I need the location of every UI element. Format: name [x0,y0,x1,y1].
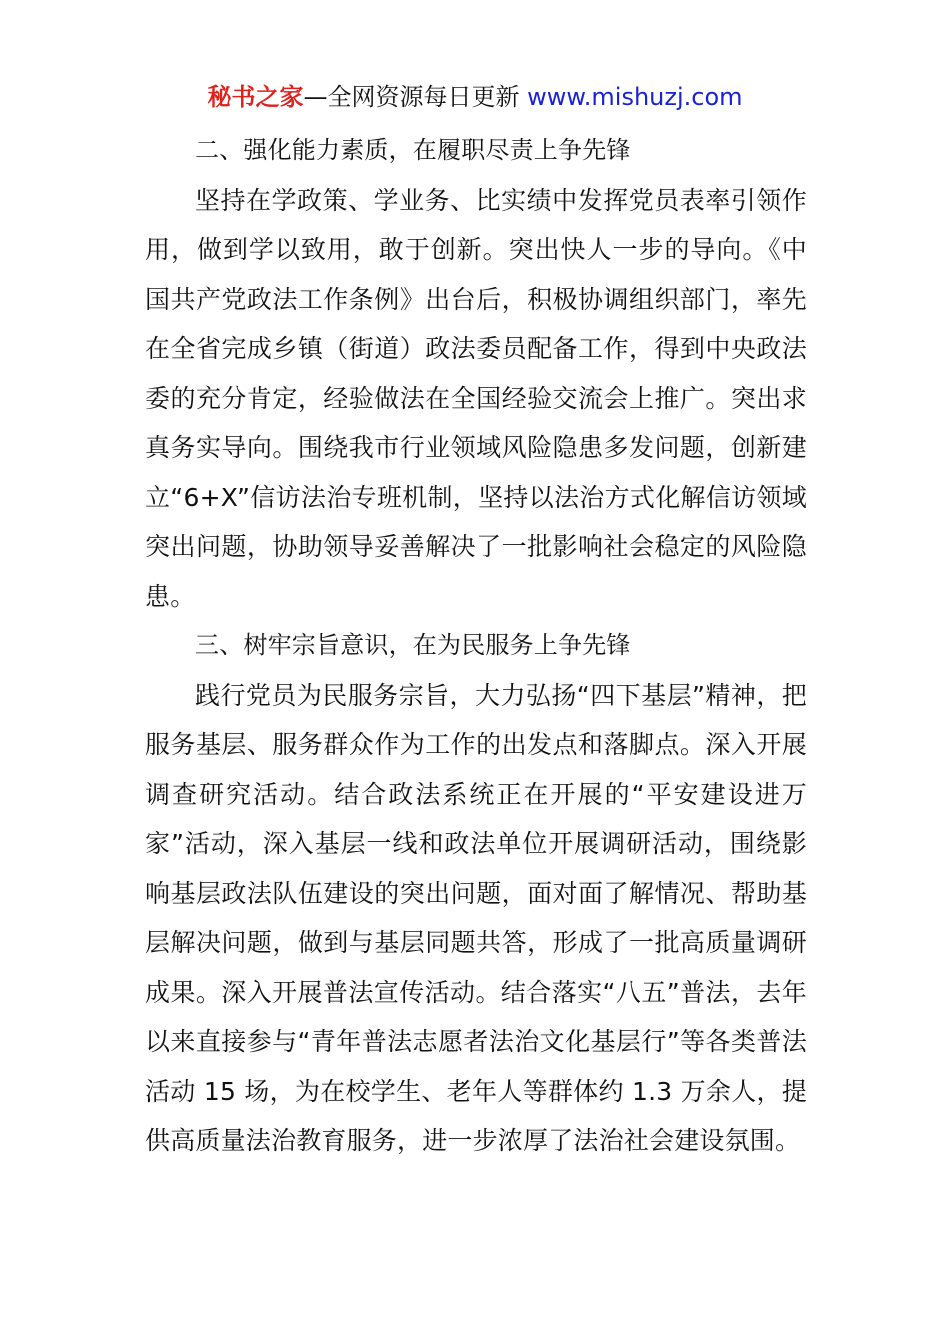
website-link[interactable]: www.mishuzj.com [527,83,743,111]
body-paragraph: 践行党员为民服务宗旨，大力弘扬“四下基层”精神，把服务基层、服务群众作为工作的出发点和落脚点。深入开展调查研究活动。结合政法系统正在开展的“平安建设进万家”活动，深入基层一线和政法单位开展调研活动，围绕影响基层政法队伍建设的突出问题，面对面了解情况、帮助基层解决问题，做到与基层同题共答，形成了一批高质量调研成果。深入开展普法宣传活动。结合落实“八五”普法，去年以来直接参与“青年普法志愿者法治文化基层行”等各类普法活动 15 场，为在校学生、老年人等群体约 1.3 万余人，提供高质量法治教育服务，进一步浓厚了法治社会建设氛围。 [145,680,807,1155]
brand-name: 秘书之家 [207,83,304,111]
page-header [0,80,950,114]
header-tagline: —全网资源每日更新 [303,83,520,111]
section-heading: 三、树牢宗旨意识，在为民服务上争先锋 [195,631,631,659]
body-paragraph: 坚持在学政策、学业务、比实绩中发挥党员表率引领作用，做到学以致用，敢于创新。突出快人一步的导向。《中国共产党政法工作条例》出台后，积极协调组织部门，率先在全省完成乡镇（街道）政法委员配备工作，得到中央政法委的充分肯定，经验做法在全国经验交流会上推广。突出求真务实导向。围绕我市行业领域风险隐患多发问题，创新建立“6+X”信访法治专班机制，坚持以法治方式化解信访领域突出问题，协助领导妥善解决了一批影响社会稳定的风险隐患。 [145,185,807,611]
document-body [145,126,807,1166]
section-heading: 二、强化能力素质，在履职尽责上争先锋 [195,136,631,164]
